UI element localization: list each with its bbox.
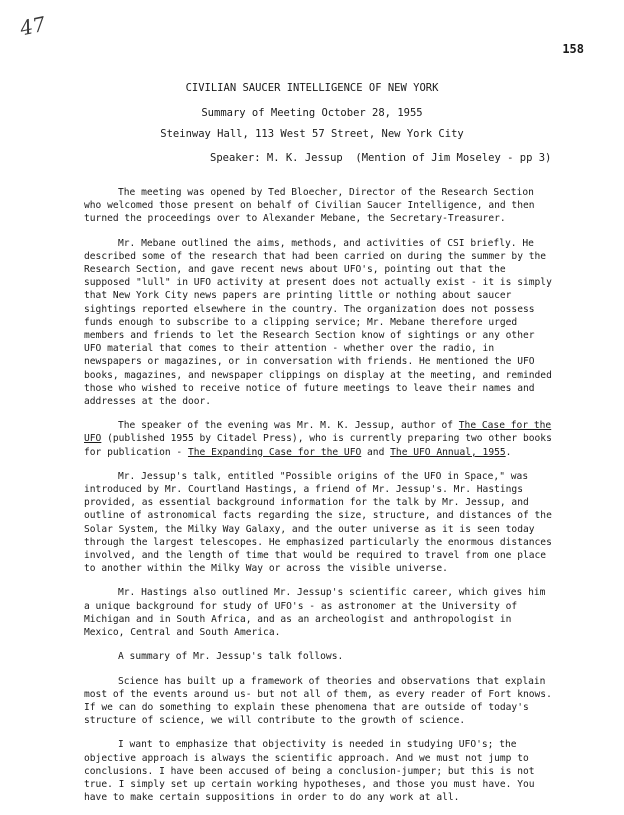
book-title-ufo-annual: The UFO Annual, 1955 [390, 446, 506, 458]
document-body [84, 186, 552, 815]
meeting-location: Steinway Hall, 113 West 57 Street, New York City [160, 128, 464, 140]
speaker-text-1: The speaker of the evening was Mr. M. K. Jessup, author of [118, 420, 459, 432]
page-number: 158 [562, 42, 584, 56]
paragraph-opening: The meeting was opened by Ted Bloecher, Director of the Research Section who welcomed those present on behalf of Civilian Saucer Intelligence, and then turned the proceedings over to Alexander Mebane, the Secretary-Treasurer. [84, 187, 535, 225]
paragraph-talk-intro: Mr. Jessup's talk, entitled "Possible origins of the UFO in Space," was introduced by Mr. Courtland Hastings, a friend of Mr. Jessup's. Mr. Hastings provided, as essential background information for the talk by Mr. Jessup, and outline of astronomical facts regarding the size, structure, and distances of the Solar System, the Milky Way Galaxy, and the outer universe as it is seen today through the largest telescopes. He emphasized particularly the enormous distances involved, and the length of time that would be required to travel from one place to another within the Milky Way or across the visible universe. [84, 470, 552, 575]
paragraph-speaker [84, 419, 552, 459]
speaker-text-2: (published 1955 by Citadel Press), who is currently preparing two other books for publication - [84, 433, 552, 458]
book-title-expanding-case: The Expanding Case for the UFO [187, 446, 362, 458]
meeting-summary-line: Summary of Meeting October 28, 1955 [201, 107, 423, 119]
document-title: CIVILIAN SAUCER INTELLIGENCE OF NEW YORK [185, 82, 439, 94]
paragraph-summary-intro: A summary of Mr. Jessup's talk follows. [118, 651, 344, 663]
handwritten-note: 47 [17, 11, 48, 41]
speaker-text-3: and [361, 446, 391, 458]
paragraph-objectivity: I want to emphasize that objectivity is needed in studying UFO's; the objective approach is always the scientific approach. And we must not jump to conclusions. I have been accused of being a conclusion-jumper; but this is not true. I simply set up certain working hypotheses, and those you must have. You have to make certain suppositions in order to do any work at all. [84, 739, 535, 804]
speaker-text-4: . [505, 446, 512, 458]
speaker-line: Speaker: M. K. Jessup (Mention of Jim Moseley - pp 3) [210, 152, 552, 164]
paragraph-mebane: Mr. Mebane outlined the aims, methods, and activities of CSI briefly. He described some of the research that had been carried on during the summer by the Research Section, and gave recent news about UFO's, pointing out that the supposed "lull" in UFO activity at present does not actually exist - it is simply that New York City news papers are printing little or nothing about saucer sightings reported elsewhere in the country. The organization does not possess funds enough to subscribe to a clipping service; Mr. Mebane therefore urged members and friends to let the Research Section know of sightings or any other UFO material that comes to their attention - whether over the radio, in newspapers or magazines, or in conversation with friends. He mentioned the UFO books, magazines, and newspaper clippings on display at the meeting, and reminded those who wished to receive notice of future meetings to leave their names and addresses at the door. [84, 237, 552, 408]
paragraph-science-framework: Science has built up a framework of theories and observations that explain most of the events around us- but not all of them, as every reader of Fort knows. If we can do something to explain these phenomena that are outside of today's structure of science, we will contribute to the growth of science. [84, 675, 552, 727]
paragraph-hastings-career: Mr. Hastings also outlined Mr. Jessup's scientific career, which gives him a unique background for study of UFO's - as astronomer at the University of Michigan and in South Africa, and as an archeologist and anthropologist in Mexico, Central and South America. [84, 587, 546, 639]
book-title-case-for-ufo: The Case for the UFO [84, 420, 552, 445]
